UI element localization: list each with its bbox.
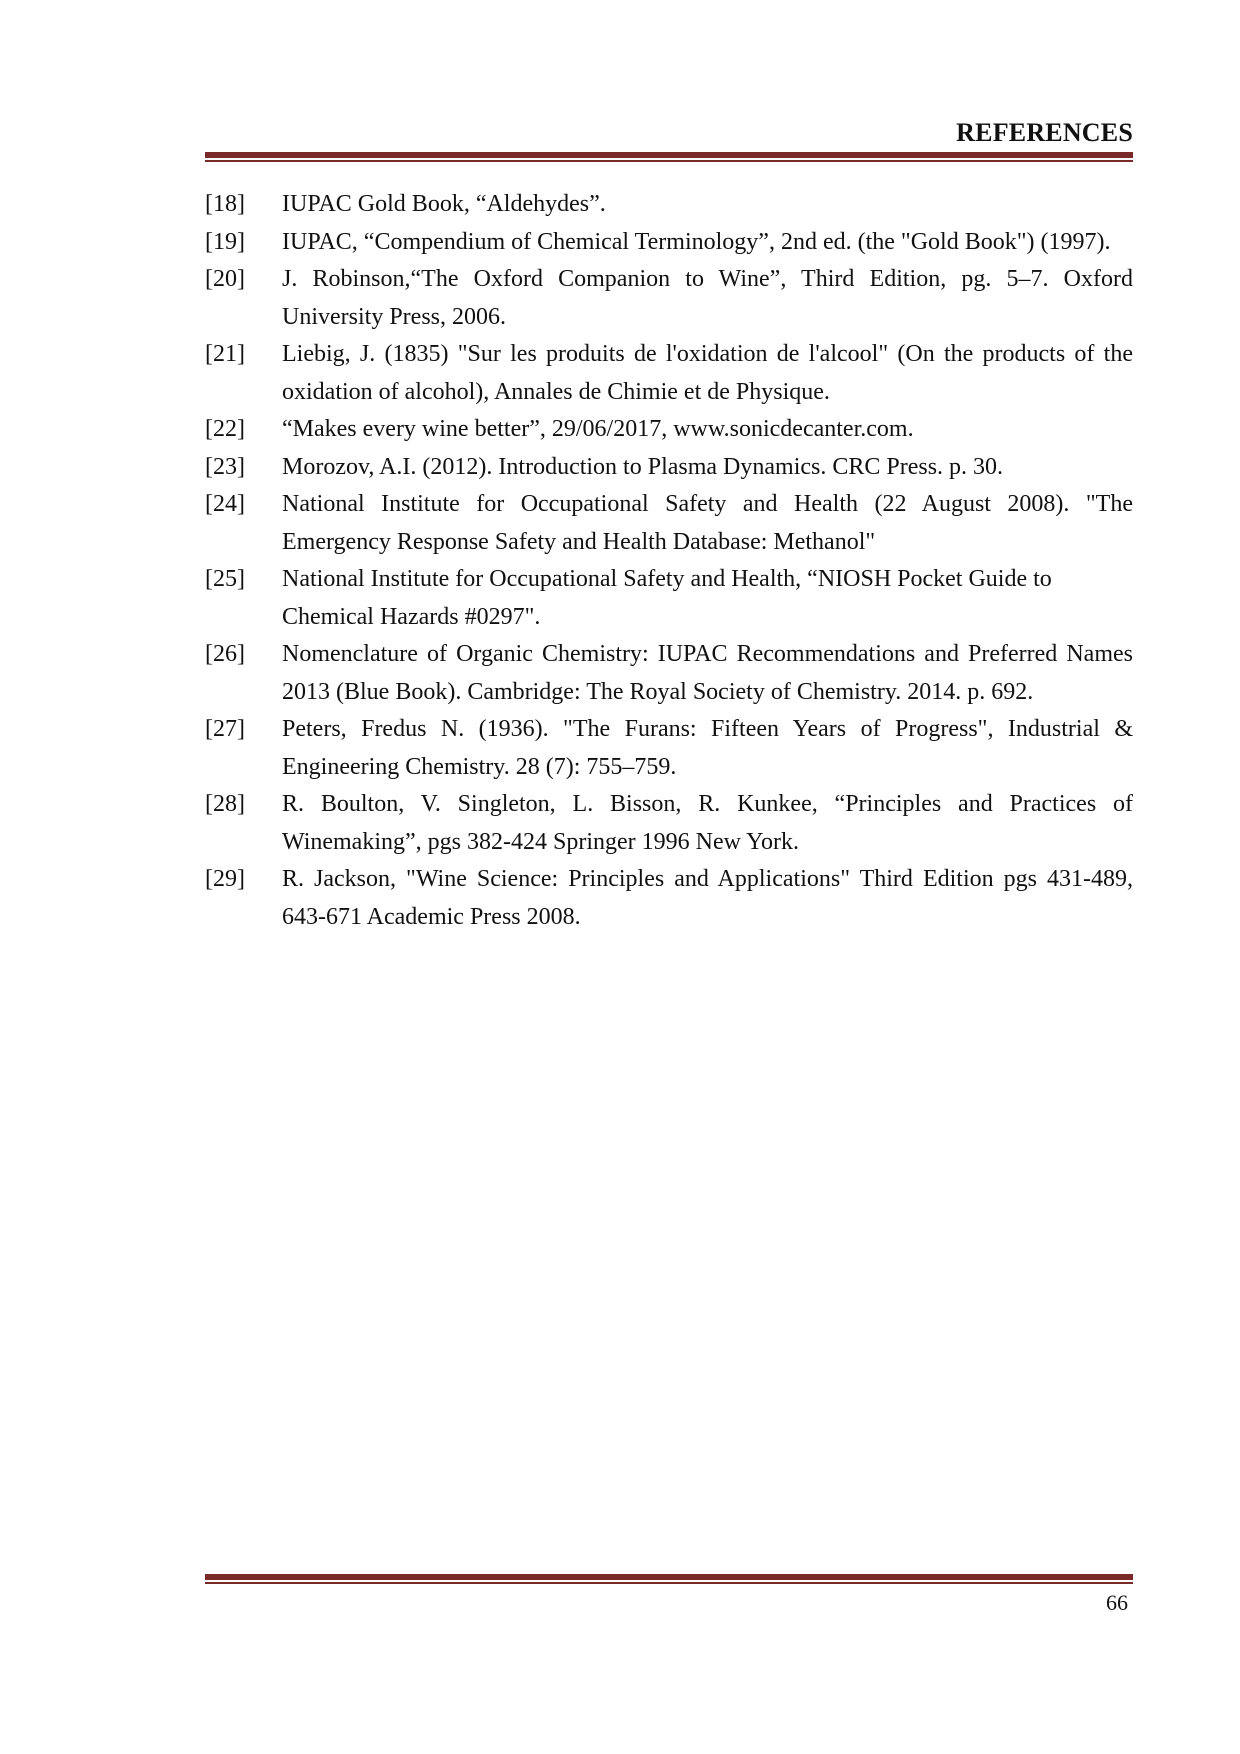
reference-item	[205, 711, 1133, 786]
reference-item	[205, 411, 1133, 449]
reference-number: [19]	[205, 228, 245, 255]
header-rule	[205, 152, 1133, 162]
reference-item	[205, 261, 1133, 336]
reference-number: [25]	[205, 566, 245, 592]
reference-text: Liebig, J. (1835) "Sur les produits de l'oxidation de l'alcool" (On the products of the oxidation of alcohol), Annales de Chimie et de Physique.	[282, 341, 1133, 405]
reference-item	[205, 224, 1133, 262]
reference-list	[205, 186, 1133, 936]
reference-text: National Institute for Occupational Safety and Health, “NIOSH Pocket Guide to Chemical Hazards #0297".	[282, 566, 1052, 630]
footer-rule-thin	[205, 1582, 1133, 1584]
reference-item	[205, 336, 1133, 411]
reference-item	[205, 861, 1133, 936]
reference-number: [26]	[205, 641, 245, 667]
reference-text: Nomenclature of Organic Chemistry: IUPAC Recommendations and Preferred Names 2013 (Blue Book). Cambridge: The Royal Society of Chemistry. 2014. p. 692.	[282, 641, 1133, 705]
reference-number: [21]	[205, 341, 245, 367]
reference-text: Peters, Fredus N. (1936). "The Furans: Fifteen Years of Progress", Industrial & Engineering Chemistry. 28 (7): 755–759.	[282, 716, 1133, 780]
footer-rule	[205, 1574, 1133, 1584]
reference-text: R. Jackson, "Wine Science: Principles and Applications" Third Edition pgs 431-489, 643-671 Academic Press 2008.	[282, 866, 1133, 930]
reference-item	[205, 786, 1133, 861]
reference-text: “Makes every wine better”, 29/06/2017, www.sonicdecanter.com.	[282, 416, 914, 442]
reference-text: IUPAC Gold Book, “Aldehydes”.	[282, 191, 606, 217]
reference-item	[205, 186, 1133, 224]
reference-number: [29]	[205, 866, 245, 892]
reference-text: Morozov, A.I. (2012). Introduction to Plasma Dynamics. CRC Press. p. 30.	[282, 453, 1004, 480]
reference-number: [18]	[205, 191, 245, 217]
page-title: REFERENCES	[956, 118, 1133, 147]
reference-text: IUPAC, “Compendium of Chemical Terminology”, 2nd ed. (the "Gold Book") (1997).	[282, 228, 1111, 255]
reference-item	[205, 561, 1133, 636]
reference-number: [20]	[205, 266, 245, 292]
reference-number: [27]	[205, 716, 245, 742]
page-number: 66	[1106, 1590, 1128, 1615]
reference-text: R. Boulton, V. Singleton, L. Bisson, R. Kunkee, “Principles and Practices of Winemaking”, pgs 382-424 Springer 1996 New York.	[282, 791, 1133, 855]
header-rule-thin	[205, 160, 1133, 162]
reference-number: [28]	[205, 791, 245, 817]
reference-text: National Institute for Occupational Safety and Health (22 August 2008). "The Emergency Response Safety and Health Database: Methanol"	[282, 491, 1133, 555]
reference-item	[205, 636, 1133, 711]
reference-item	[205, 486, 1133, 561]
reference-item	[205, 449, 1133, 487]
reference-text: J. Robinson,“The Oxford Companion to Wine”, Third Edition, pg. 5–7. Oxford University Press, 2006.	[282, 266, 1133, 330]
reference-number: [22]	[205, 416, 245, 442]
reference-number: [23]	[205, 453, 245, 480]
reference-number: [24]	[205, 491, 245, 517]
